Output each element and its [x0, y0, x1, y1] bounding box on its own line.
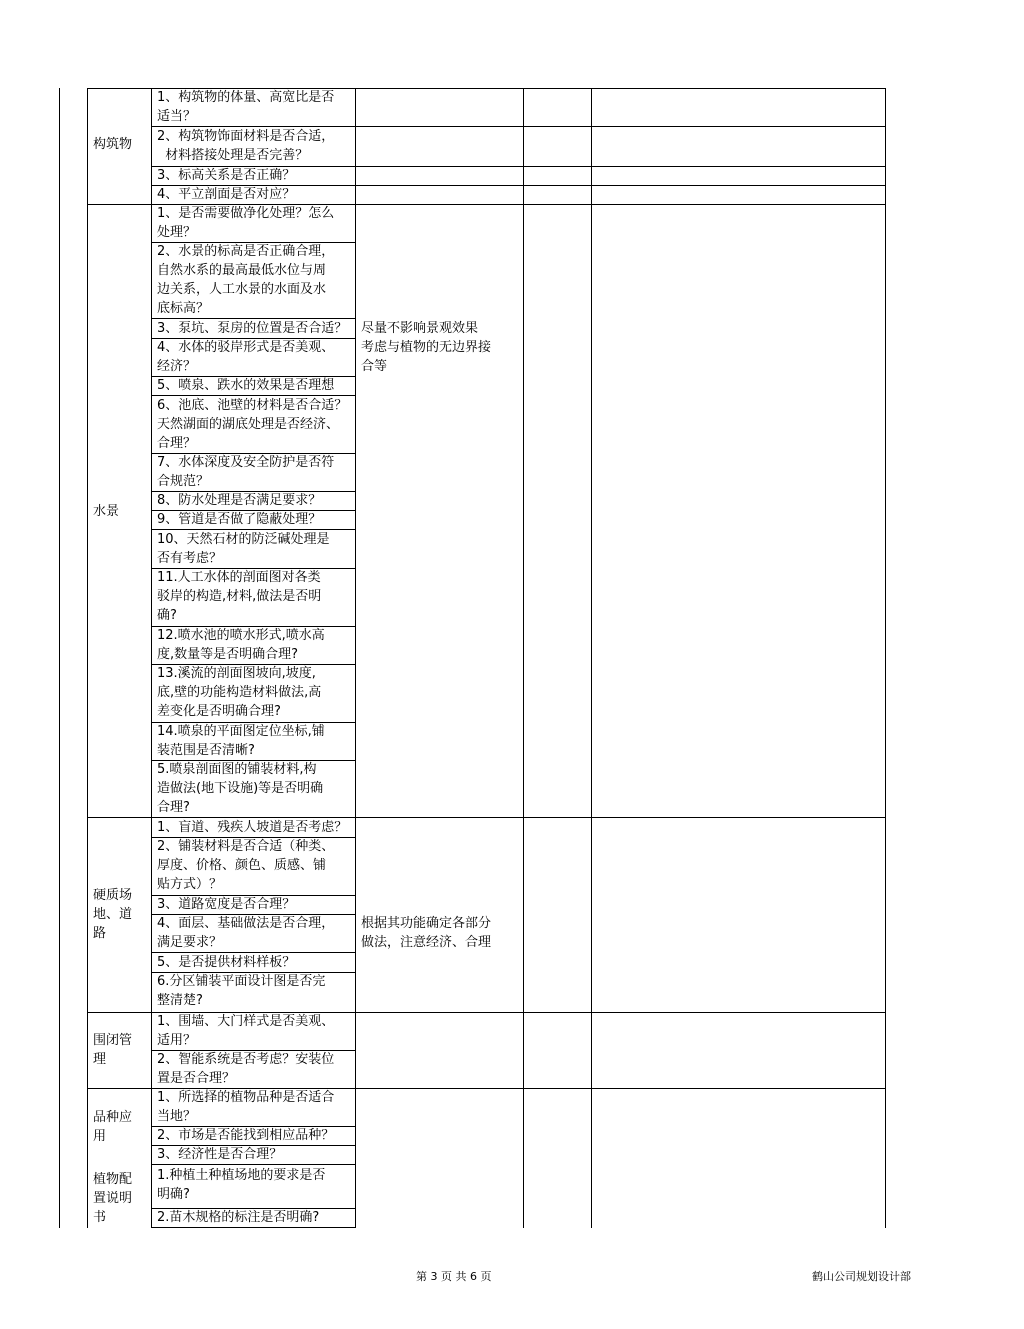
category-label: 构筑物	[93, 137, 133, 152]
table-column-divider	[151, 88, 152, 1228]
check-item: 1、构筑物的体量、高宽比是否 适当？	[157, 90, 335, 124]
design-note: 根据其功能确定各部分 做法，注意经济、合理	[361, 916, 492, 950]
row-divider	[151, 1227, 356, 1228]
check-item: 1、围墙、大门样式是否美观、 适用？	[157, 1014, 335, 1048]
check-item: 5、喷泉、跌水的效果是否理想	[157, 378, 335, 393]
category-label: 水景	[93, 504, 120, 519]
check-item: 8、防水处理是否满足要求？	[157, 493, 322, 508]
company-name: 鹤山公司规划设计部	[812, 1270, 911, 1283]
check-item: 6、池底、池壁的材料是否合适？ 天然湖面的湖底处理是否经济、 合理？	[157, 398, 348, 451]
check-item: 4、水体的驳岸形式是否美观、 经济？	[157, 340, 335, 374]
check-item: 14.喷泉的平面图定位坐标,铺 装范围是否清晰?	[157, 724, 325, 758]
check-item: 1、盲道、残疾人坡道是否考虑？	[157, 820, 348, 835]
category-label: 围闭管 理	[93, 1033, 133, 1067]
check-item: 3、道路宽度是否合理？	[157, 897, 296, 912]
check-item: 3、泵坑、泵房的位置是否合适？	[157, 321, 348, 336]
check-item: 3、标高关系是否正确？	[157, 168, 296, 183]
page-number: 第 3 页 共 6 页	[416, 1270, 492, 1283]
check-item: 4、平立剖面是否对应？	[157, 187, 296, 202]
check-item: 9、管道是否做了隐蔽处理？	[157, 512, 322, 527]
check-item: 2.苗木规格的标注是否明确?	[157, 1210, 320, 1225]
check-item: 11.人工水体的剖面图对各类 驳岸的构造,材料,做法是否明 确?	[157, 570, 322, 623]
category-label: 植物配 置说明 书	[93, 1172, 133, 1225]
table-border-left	[59, 88, 60, 1228]
checklist-table	[59, 88, 887, 1228]
check-item: 4、面层、基础做法是否合理， 满足要求？	[157, 916, 335, 950]
check-item: 10、天然石材的防泛碱处理是 否有考虑？	[157, 532, 330, 566]
row-divider	[151, 1164, 356, 1165]
check-item: 2、构筑物饰面材料是否合适， 材料搭接处理是否完善？	[157, 129, 335, 163]
check-item: 5、是否提供材料样板？	[157, 955, 296, 970]
table-column-divider	[523, 88, 524, 1228]
check-item: 13.溪流的剖面图坡向,坡度, 底,壁的功能构造材料做法,高 差变化是否明确合理?	[157, 666, 322, 719]
table-column-divider	[355, 88, 356, 1228]
check-item: 1、所选择的植物品种是否适合 当地？	[157, 1090, 335, 1124]
category-label: 品种应 用	[93, 1110, 133, 1144]
table-column-divider	[591, 88, 592, 1228]
check-item: 2、水景的标高是否正确合理， 自然水系的最高最低水位与周 边关系，人工水景的水面及水 底标高？	[157, 244, 335, 316]
check-item: 2、智能系统是否考虑？安装位 置是否合理？	[157, 1052, 335, 1086]
check-item: 7、水体深度及安全防护是否符 合规范？	[157, 455, 335, 489]
check-item: 1.种植土种植场地的要求是否 明确?	[157, 1168, 326, 1202]
table-border-right	[885, 88, 886, 1228]
category-label: 硬质场 地、道 路	[93, 888, 133, 941]
table-column-divider	[87, 88, 88, 1228]
check-item: 2、铺装材料是否合适（种类、 厚度、价格、颜色、质感、铺 贴方式）？	[157, 839, 335, 892]
check-item: 2、市场是否能找到相应品种？	[157, 1128, 335, 1143]
check-item: 1、是否需要做净化处理？怎么 处理？	[157, 206, 335, 240]
check-item: 12.喷水池的喷水形式,喷水高 度,数量等是否明确合理?	[157, 628, 325, 662]
check-item: 6.分区铺装平面设计图是否完 整清楚?	[157, 974, 326, 1008]
design-note: 尽量不影响景观效果 考虑与植物的无边界接 合等	[361, 321, 492, 374]
check-item: 5.喷泉剖面图的铺装材料,构 造做法(地下设施)等是否明确 合理?	[157, 762, 324, 815]
check-item: 3、经济性是否合理？	[157, 1147, 283, 1162]
